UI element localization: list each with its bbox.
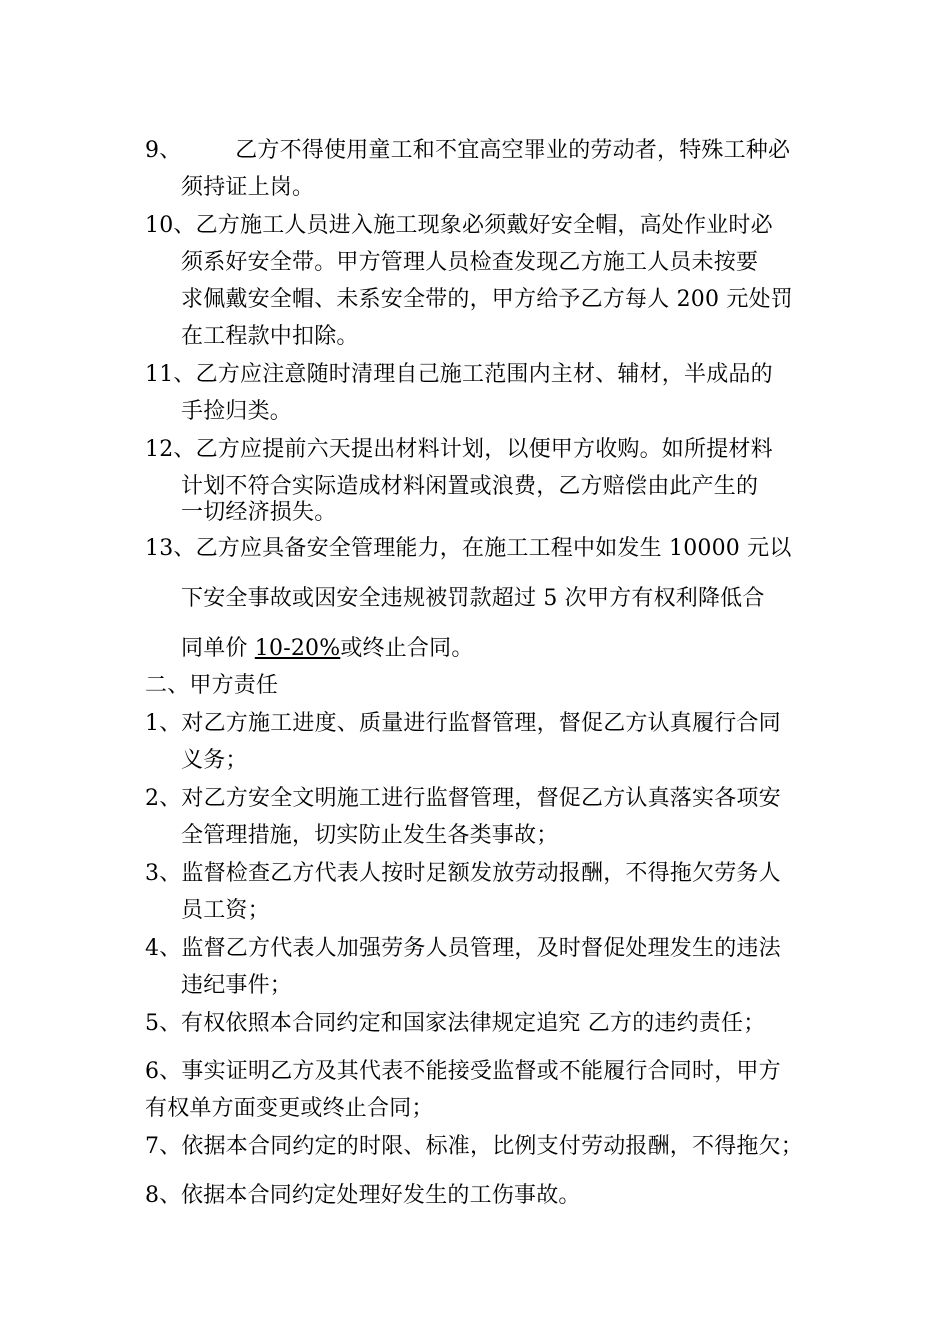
duty-6-line-2: 有权单方面变更或终止合同； xyxy=(145,1096,434,1121)
clause-9-line-1: 9、 乙方不得使用童工和不宜高空罪业的劳动者，特殊工种必 xyxy=(145,136,790,166)
clause-10-line-1: 10、乙方施工人员进入施工现象必须戴好安全帽，高处作业时必 xyxy=(145,211,773,241)
duty-2-line-1: 2、对乙方安全文明施工进行监督管理，督促乙方认真落实各项安 xyxy=(145,784,781,814)
duty-6-line-1: 6、事实证明乙方及其代表不能接受监督或不能履行合同时，甲方 xyxy=(145,1057,781,1087)
clause-11-number: 11、 xyxy=(145,362,196,387)
duty-5-line-1: 5、有权依照本合同约定和国家法律规定追究 乙方的违约责任； xyxy=(145,1009,765,1039)
clause-10-line-2: 须系好安全带。甲方管理人员检查发现乙方施工人员未按要 xyxy=(181,250,759,275)
duty-3-line-1: 3、监督检查乙方代表人按时足额发放劳动报酬，不得拖欠劳务人 xyxy=(145,859,781,889)
clause-10-line-4: 在工程款中扣除。 xyxy=(181,324,359,349)
clause-10-number: 10、 xyxy=(145,213,196,238)
duty-8-line-1: 8、依据本合同约定处理好发生的工伤事故。 xyxy=(145,1181,581,1211)
duty-4-number: 4、 xyxy=(145,936,182,961)
duty-4-line-1: 4、监督乙方代表人加强劳务人员管理，及时督促处理发生的违法 xyxy=(145,934,781,964)
clause-12-line-1: 12、乙方应提前六天提出材料计划，以便甲方收购。如所提材料 xyxy=(145,435,773,465)
duty-1-line-2: 义务； xyxy=(181,748,248,773)
clause-13-number: 13、 xyxy=(145,536,196,561)
clause-11-line-2: 手捡归类。 xyxy=(181,399,293,424)
duty-4-line-2: 违纪事件； xyxy=(181,973,293,998)
duty-7-number: 7、 xyxy=(145,1134,182,1159)
clause-12-number: 12、 xyxy=(145,437,196,462)
duty-6-number: 6、 xyxy=(145,1059,182,1084)
duty-1-number: 1、 xyxy=(145,711,182,736)
duty-7-line-1: 7、依据本合同约定的时限、标准，比例支付劳动报酬，不得拖欠； xyxy=(145,1132,803,1162)
clause-10-line-3: 求佩戴安全帽、未系安全带的，甲方给予乙方每人 200 元处罚 xyxy=(181,287,793,312)
duty-8-number: 8、 xyxy=(145,1183,182,1208)
duty-3-number: 3、 xyxy=(145,861,182,886)
price-range-underlined: 10-20% xyxy=(254,636,341,661)
duty-5-number: 5、 xyxy=(145,1011,182,1036)
duty-2-number: 2、 xyxy=(145,786,182,811)
clause-13-line-3: 同单价 10-20%或终止合同。 xyxy=(181,636,474,661)
clause-13-line-1: 13、乙方应具备安全管理能力，在施工工程中如发生 10000 元以 xyxy=(145,534,792,564)
duty-1-line-1: 1、对乙方施工进度、质量进行监督管理，督促乙方认真履行合同 xyxy=(145,709,781,739)
clause-9-number: 9、 xyxy=(145,138,182,163)
clause-12-line-2: 计划不符合实际造成材料闲置或浪费，乙方赔偿由此产生的 xyxy=(181,474,759,499)
duty-3-line-2: 员工资； xyxy=(181,898,270,923)
section-heading-party-a: 二、甲方责任 xyxy=(145,673,279,698)
clause-12-line-3: 一切经济损失。 xyxy=(181,500,337,525)
clause-9-line-2: 须持证上岗。 xyxy=(181,175,315,200)
clause-11-line-1: 11、乙方应注意随时清理自己施工范围内主材、辅材，半成品的 xyxy=(145,360,773,390)
clause-13-line-2: 下安全事故或因安全违规被罚款超过 5 次甲方有权利降低合 xyxy=(181,586,765,611)
duty-2-line-2: 全管理措施，切实防止发生各类事故； xyxy=(181,823,559,848)
